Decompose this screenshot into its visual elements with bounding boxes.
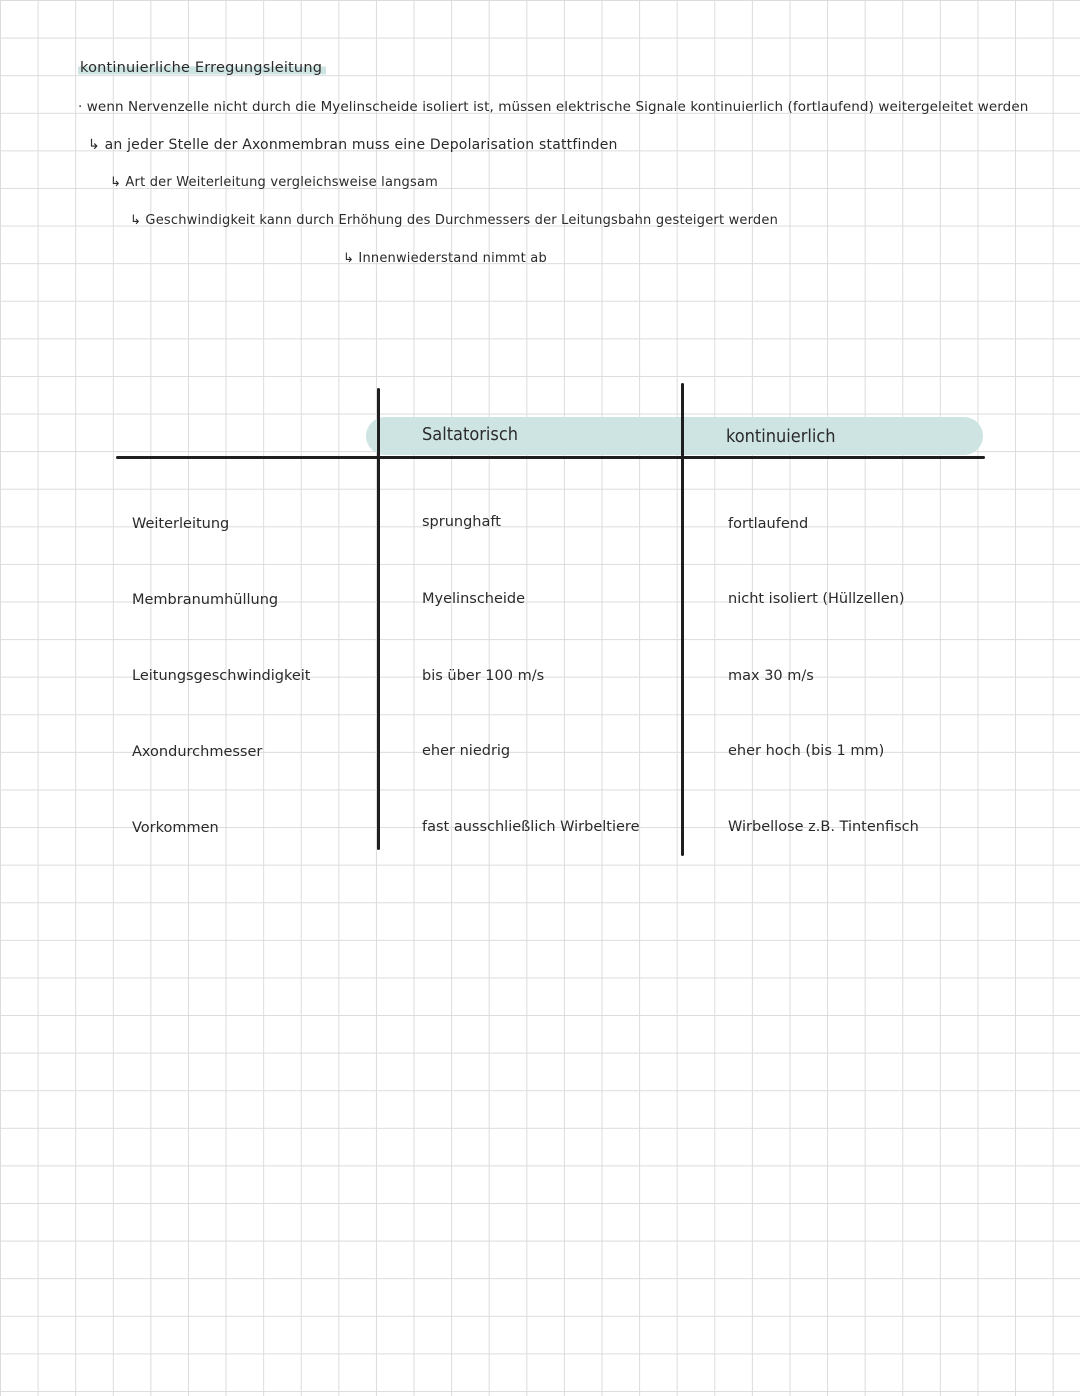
note-line-5: ↳ Innenwiederstand nimmt ab bbox=[343, 251, 547, 266]
cell-saltatorisch-weiterleitung: sprunghaft bbox=[422, 514, 501, 530]
note-line-1: · wenn Nervenzelle nicht durch die Myelinscheide isoliert ist, müssen elektrische Signale kontinuierlich (fortlaufend) weitergeleitet werden bbox=[78, 99, 1029, 115]
cell-kontinuierlich-leitungsgeschwindigkeit: max 30 m/s bbox=[728, 668, 814, 684]
header-kontinuierlich: kontinuierlich bbox=[726, 426, 836, 447]
cell-kontinuierlich-membranumhuellung: nicht isoliert (Hüllzellen) bbox=[728, 591, 905, 607]
row-label-weiterleitung: Weiterleitung bbox=[132, 516, 230, 532]
row-label-membranumhuellung: Membranumhüllung bbox=[132, 592, 279, 608]
page-title: kontinuierliche Erregungsleitung bbox=[78, 60, 326, 76]
note-line-4: ↳ Geschwindigkeit kann durch Erhöhung des Durchmessers der Leitungsbahn gesteigert werden bbox=[130, 213, 779, 228]
table-divider-right bbox=[681, 383, 684, 856]
row-label-vorkommen: Vorkommen bbox=[132, 820, 219, 836]
note-line-2: ↳ an jeder Stelle der Axonmembran muss eine Depolarisation stattfinden bbox=[88, 137, 618, 153]
cell-kontinuierlich-weiterleitung: fortlaufend bbox=[728, 516, 809, 532]
table-header-rule bbox=[116, 456, 985, 459]
cell-saltatorisch-leitungsgeschwindigkeit: bis über 100 m/s bbox=[422, 668, 545, 684]
row-label-leitungsgeschwindigkeit: Leitungsgeschwindigkeit bbox=[132, 668, 311, 684]
cell-kontinuierlich-axondurchmesser: eher hoch (bis 1 mm) bbox=[728, 743, 885, 759]
cell-saltatorisch-axondurchmesser: eher niedrig bbox=[422, 743, 511, 759]
header-saltatorisch: Saltatorisch bbox=[422, 424, 518, 445]
row-label-axondurchmesser: Axondurchmesser bbox=[132, 744, 263, 760]
cell-kontinuierlich-vorkommen: Wirbellose z.B. Tintenfisch bbox=[728, 819, 919, 835]
note-line-3: ↳ Art der Weiterleitung vergleichsweise langsam bbox=[110, 175, 439, 190]
cell-saltatorisch-vorkommen: fast ausschließlich Wirbeltiere bbox=[422, 819, 640, 835]
cell-saltatorisch-membranumhuellung: Myelinscheide bbox=[422, 591, 526, 607]
